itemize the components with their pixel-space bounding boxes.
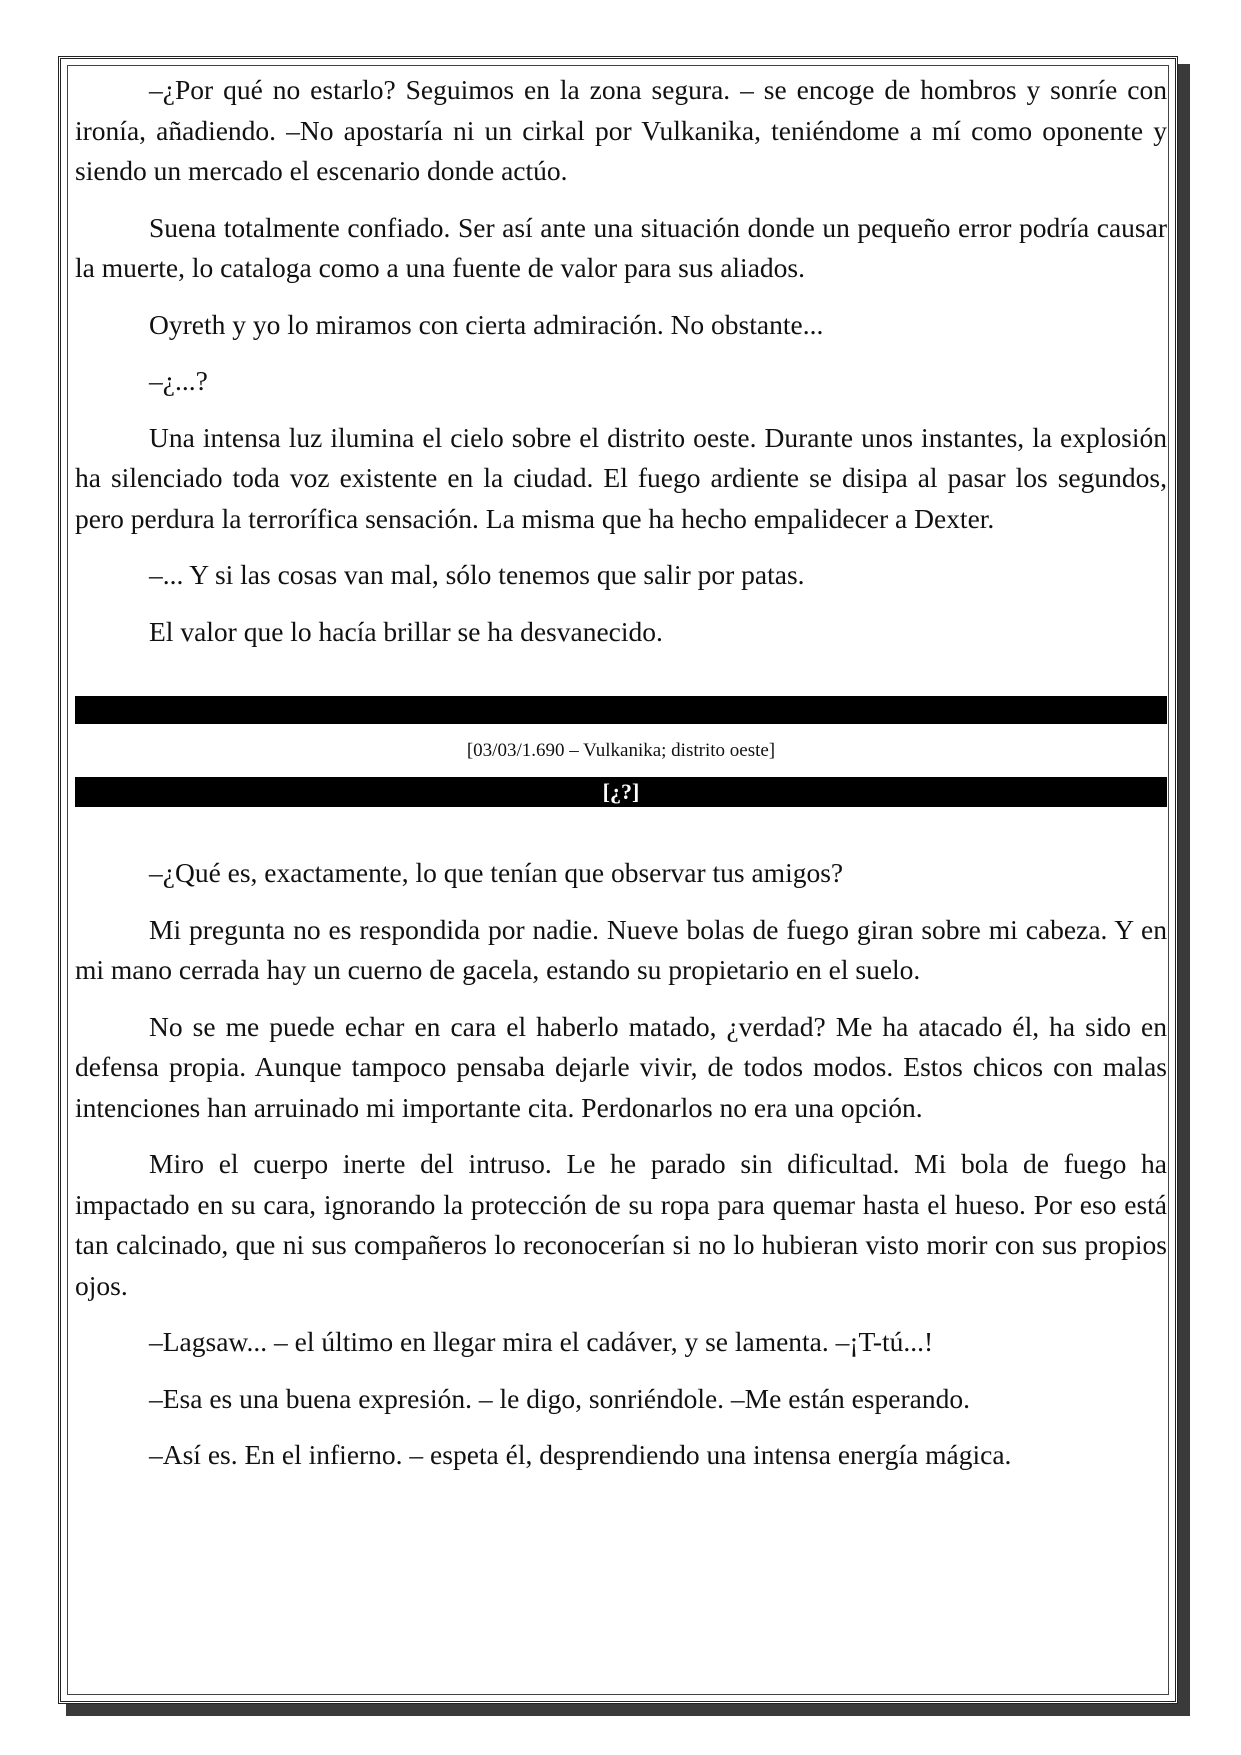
paragraph: No se me puede echar en cara el haberlo matado, ¿verdad? Me ha atacado él, ha sido en defensa propia. Aunque tampoco pensaba dejarle vivir, de todos modos. Estos chicos con malas intenciones han arruinado mi importante cita. Perdonarlos no era una opción. [75, 1010, 1167, 1123]
paragraph: Oyreth y yo lo miramos con cierta admiración. No obstante... [149, 308, 824, 340]
paragraph: –Así es. En el infierno. – espeta él, desprendiendo una intensa energía mágica. [149, 1439, 1012, 1470]
paragraph: Mi pregunta no es respondida por nadie. Nueve bolas de fuego giran sobre mi cabeza. Y en mi mano cerrada hay un cuerno de gacela, estando su propietario en el suelo. [75, 913, 1167, 985]
paragraph: Miro el cuerpo inerte del intruso. Le he parado sin dificultad. Mi bola de fuego ha impactado en su cara, ignorando la protección de su ropa para quemar hasta el hueso. Por eso está tan calcinado, que ni sus compañeros lo reconocerían si no lo hubieran visto morir con sus propios ojos. [75, 1148, 1167, 1301]
paragraph: –¿...? [149, 365, 208, 396]
paragraph: –¿Qué es, exactamente, lo que tenían que observar tus amigos? [149, 857, 844, 888]
paragraph: –... Y si las cosas van mal, sólo tenemos que salir por patas. [149, 559, 805, 590]
paragraph: –¿Por qué no estarlo? Seguimos en la zona segura. – se encoge de hombros y sonríe con ironía, añadiendo. –No apostaría ni un cirkal por Vulkanika, teniéndome a mí como oponente y siendo un mercado el escenario donde actúo. [75, 74, 1167, 186]
section-narrator-label: [¿?] [75, 777, 1167, 807]
paragraph: Suena totalmente confiado. Ser así ante una situación donde un pequeño error podría causar la muerte, lo cataloga como a una fuente de valor para sus aliados. [75, 211, 1167, 283]
page-content [75, 70, 1167, 1492]
section-date-location: [03/03/1.690 – Vulkanika; distrito oeste] [466, 740, 776, 761]
paragraph: El valor que lo hacía brillar se ha desvanecido. [149, 615, 663, 647]
paragraph: –Esa es una buena expresión. – le digo, sonriéndole. –Me están esperando. [149, 1382, 970, 1414]
paragraph: –Lagsaw... – el último en llegar mira el cadáver, y se lamenta. –¡T-tú...! [149, 1326, 934, 1357]
section-divider-bar [75, 696, 1167, 724]
paragraph: Una intensa luz ilumina el cielo sobre el distrito oeste. Durante unos instantes, la explosión ha silenciado toda voz existente en la ciudad. El fuego ardiente se disipa al pasar los segundos, pero perdura la terrorífica sensación. La misma que ha hecho empalidecer a Dexter. [75, 421, 1167, 534]
